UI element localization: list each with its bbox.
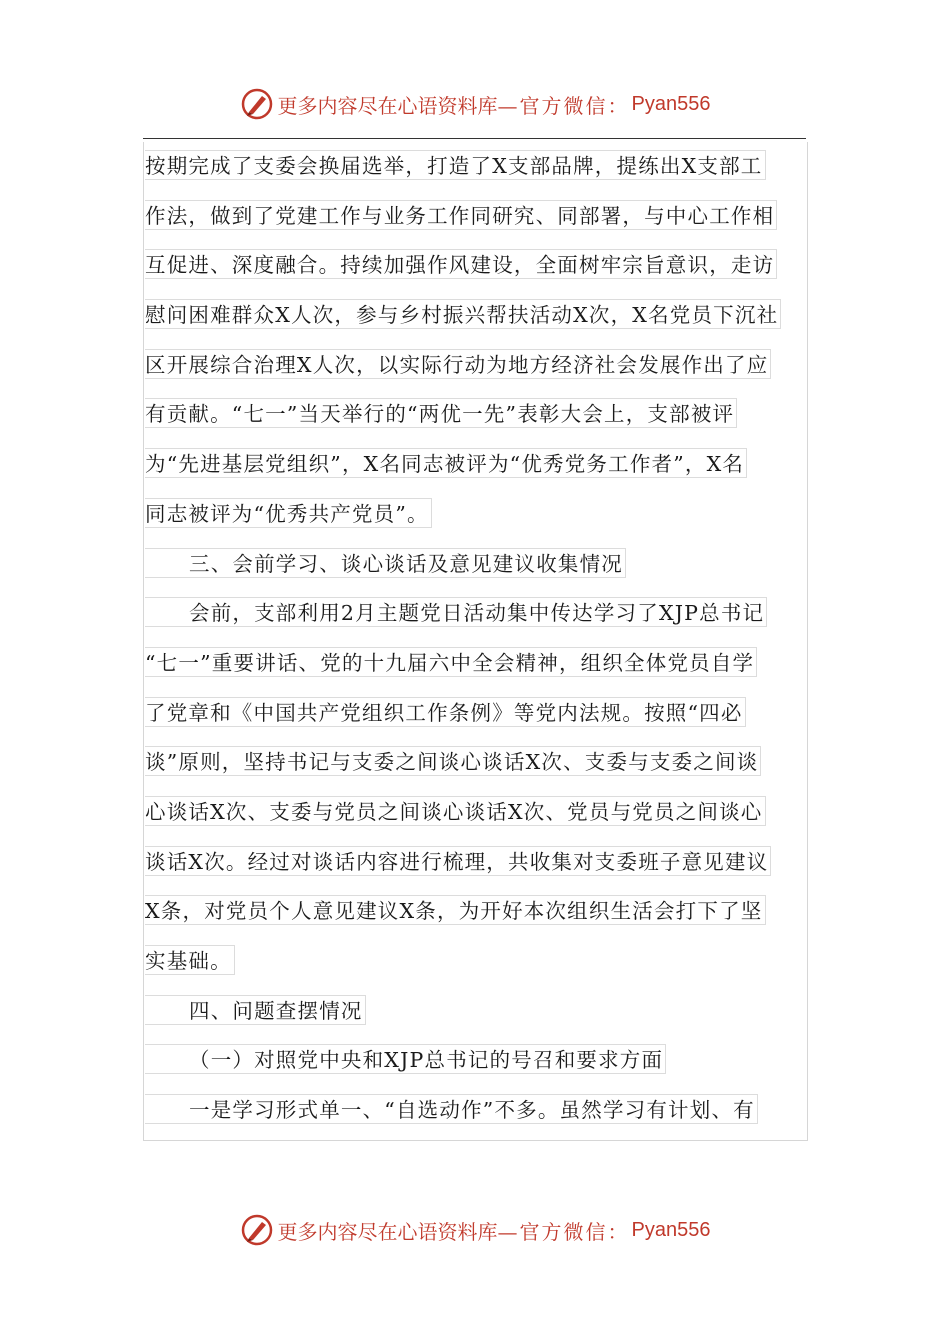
banner-subtitle: —官方微信： [497, 1219, 630, 1244]
banner-subtitle: —官方微信： [497, 93, 630, 118]
footer-banner [0, 1210, 950, 1250]
text-line [145, 1094, 807, 1144]
banner-wechat-id: Pyan556 [631, 92, 711, 115]
text-line-content: X条，对党员个人意见建议X条，为开好本次组织生活会打下了坚 [145, 895, 766, 925]
text-line-content: 慰问困难群众X人次，参与乡村振兴帮扶活动X次，X名党员下沉社 [145, 299, 781, 329]
text-line [145, 995, 807, 1045]
text-line-content: “七一”重要讲话、党的十九届六中全会精神，组织全体党员自学 [145, 647, 757, 677]
text-line-content: 有贡献。“七一”当天举行的“两优一先”表彰大会上，支部被评 [145, 398, 737, 428]
header-rule [143, 138, 806, 139]
document-body [145, 150, 807, 1144]
text-line-content: 一是学习形式单一、“自选动作”不多。虽然学习有计划、有 [145, 1094, 758, 1124]
text-line-content: 互促进、深度融合。持续加强作风建设，全面树牢宗旨意识，走访 [145, 249, 777, 279]
text-line-content: 会前，支部利用2月主题党日活动集中传达学习了XJP总书记 [145, 597, 767, 627]
text-line-content: 同志被评为“优秀共产党员”。 [145, 498, 432, 528]
text-line-content: 实基础。 [145, 945, 235, 975]
text-line-content: 按期完成了支委会换届选举，打造了X支部品牌，提练出X支部工 [145, 150, 766, 180]
text-line [145, 349, 807, 399]
text-line-content: 心谈话X次、支委与党员之间谈心谈话X次、党员与党员之间谈心 [145, 796, 766, 826]
text-line [145, 548, 807, 598]
text-line [145, 597, 807, 647]
text-line-content: 四、问题查摆情况 [145, 995, 366, 1025]
pen-logo-icon [240, 1213, 274, 1247]
text-line [145, 796, 807, 846]
banner-title: 更多内容尽在心语资料库 [277, 1219, 498, 1244]
text-line-content: 为“先进基层党组织”，X名同志被评为“优秀党务工作者”，X名 [145, 448, 747, 478]
text-line [145, 846, 807, 896]
text-line-content: （一）对照党中央和XJP总书记的号召和要求方面 [145, 1044, 666, 1074]
text-line [145, 945, 807, 995]
text-line [145, 200, 807, 250]
text-line-content: 区开展综合治理X人次，以实际行动为地方经济社会发展作出了应 [145, 349, 771, 379]
banner-title: 更多内容尽在心语资料库 [277, 93, 498, 118]
text-line [145, 895, 807, 945]
text-line [145, 249, 807, 299]
header-banner [0, 84, 950, 124]
pen-logo-icon [240, 87, 274, 121]
text-line [145, 398, 807, 448]
text-line [145, 647, 807, 697]
text-line [145, 697, 807, 747]
text-line [145, 150, 807, 200]
text-line-content: 了党章和《中国共产党组织工作条例》等党内法规。按照“四必 [145, 697, 746, 727]
text-line [145, 498, 807, 548]
text-line-content: 作法，做到了党建工作与业务工作同研究、同部署，与中心工作相 [145, 200, 777, 230]
text-line-content: 谈话X次。经过对谈话内容进行梳理，共收集对支委班子意见建议 [145, 846, 771, 876]
text-line-content: 三、会前学习、谈心谈话及意见建议收集情况 [145, 548, 626, 578]
text-line [145, 299, 807, 349]
text-line [145, 1044, 807, 1094]
banner-wechat-id: Pyan556 [631, 1218, 711, 1241]
text-line-content: 谈”原则，坚持书记与支委之间谈心谈话X次、支委与支委之间谈 [145, 746, 761, 776]
text-line [145, 746, 807, 796]
text-line [145, 448, 807, 498]
